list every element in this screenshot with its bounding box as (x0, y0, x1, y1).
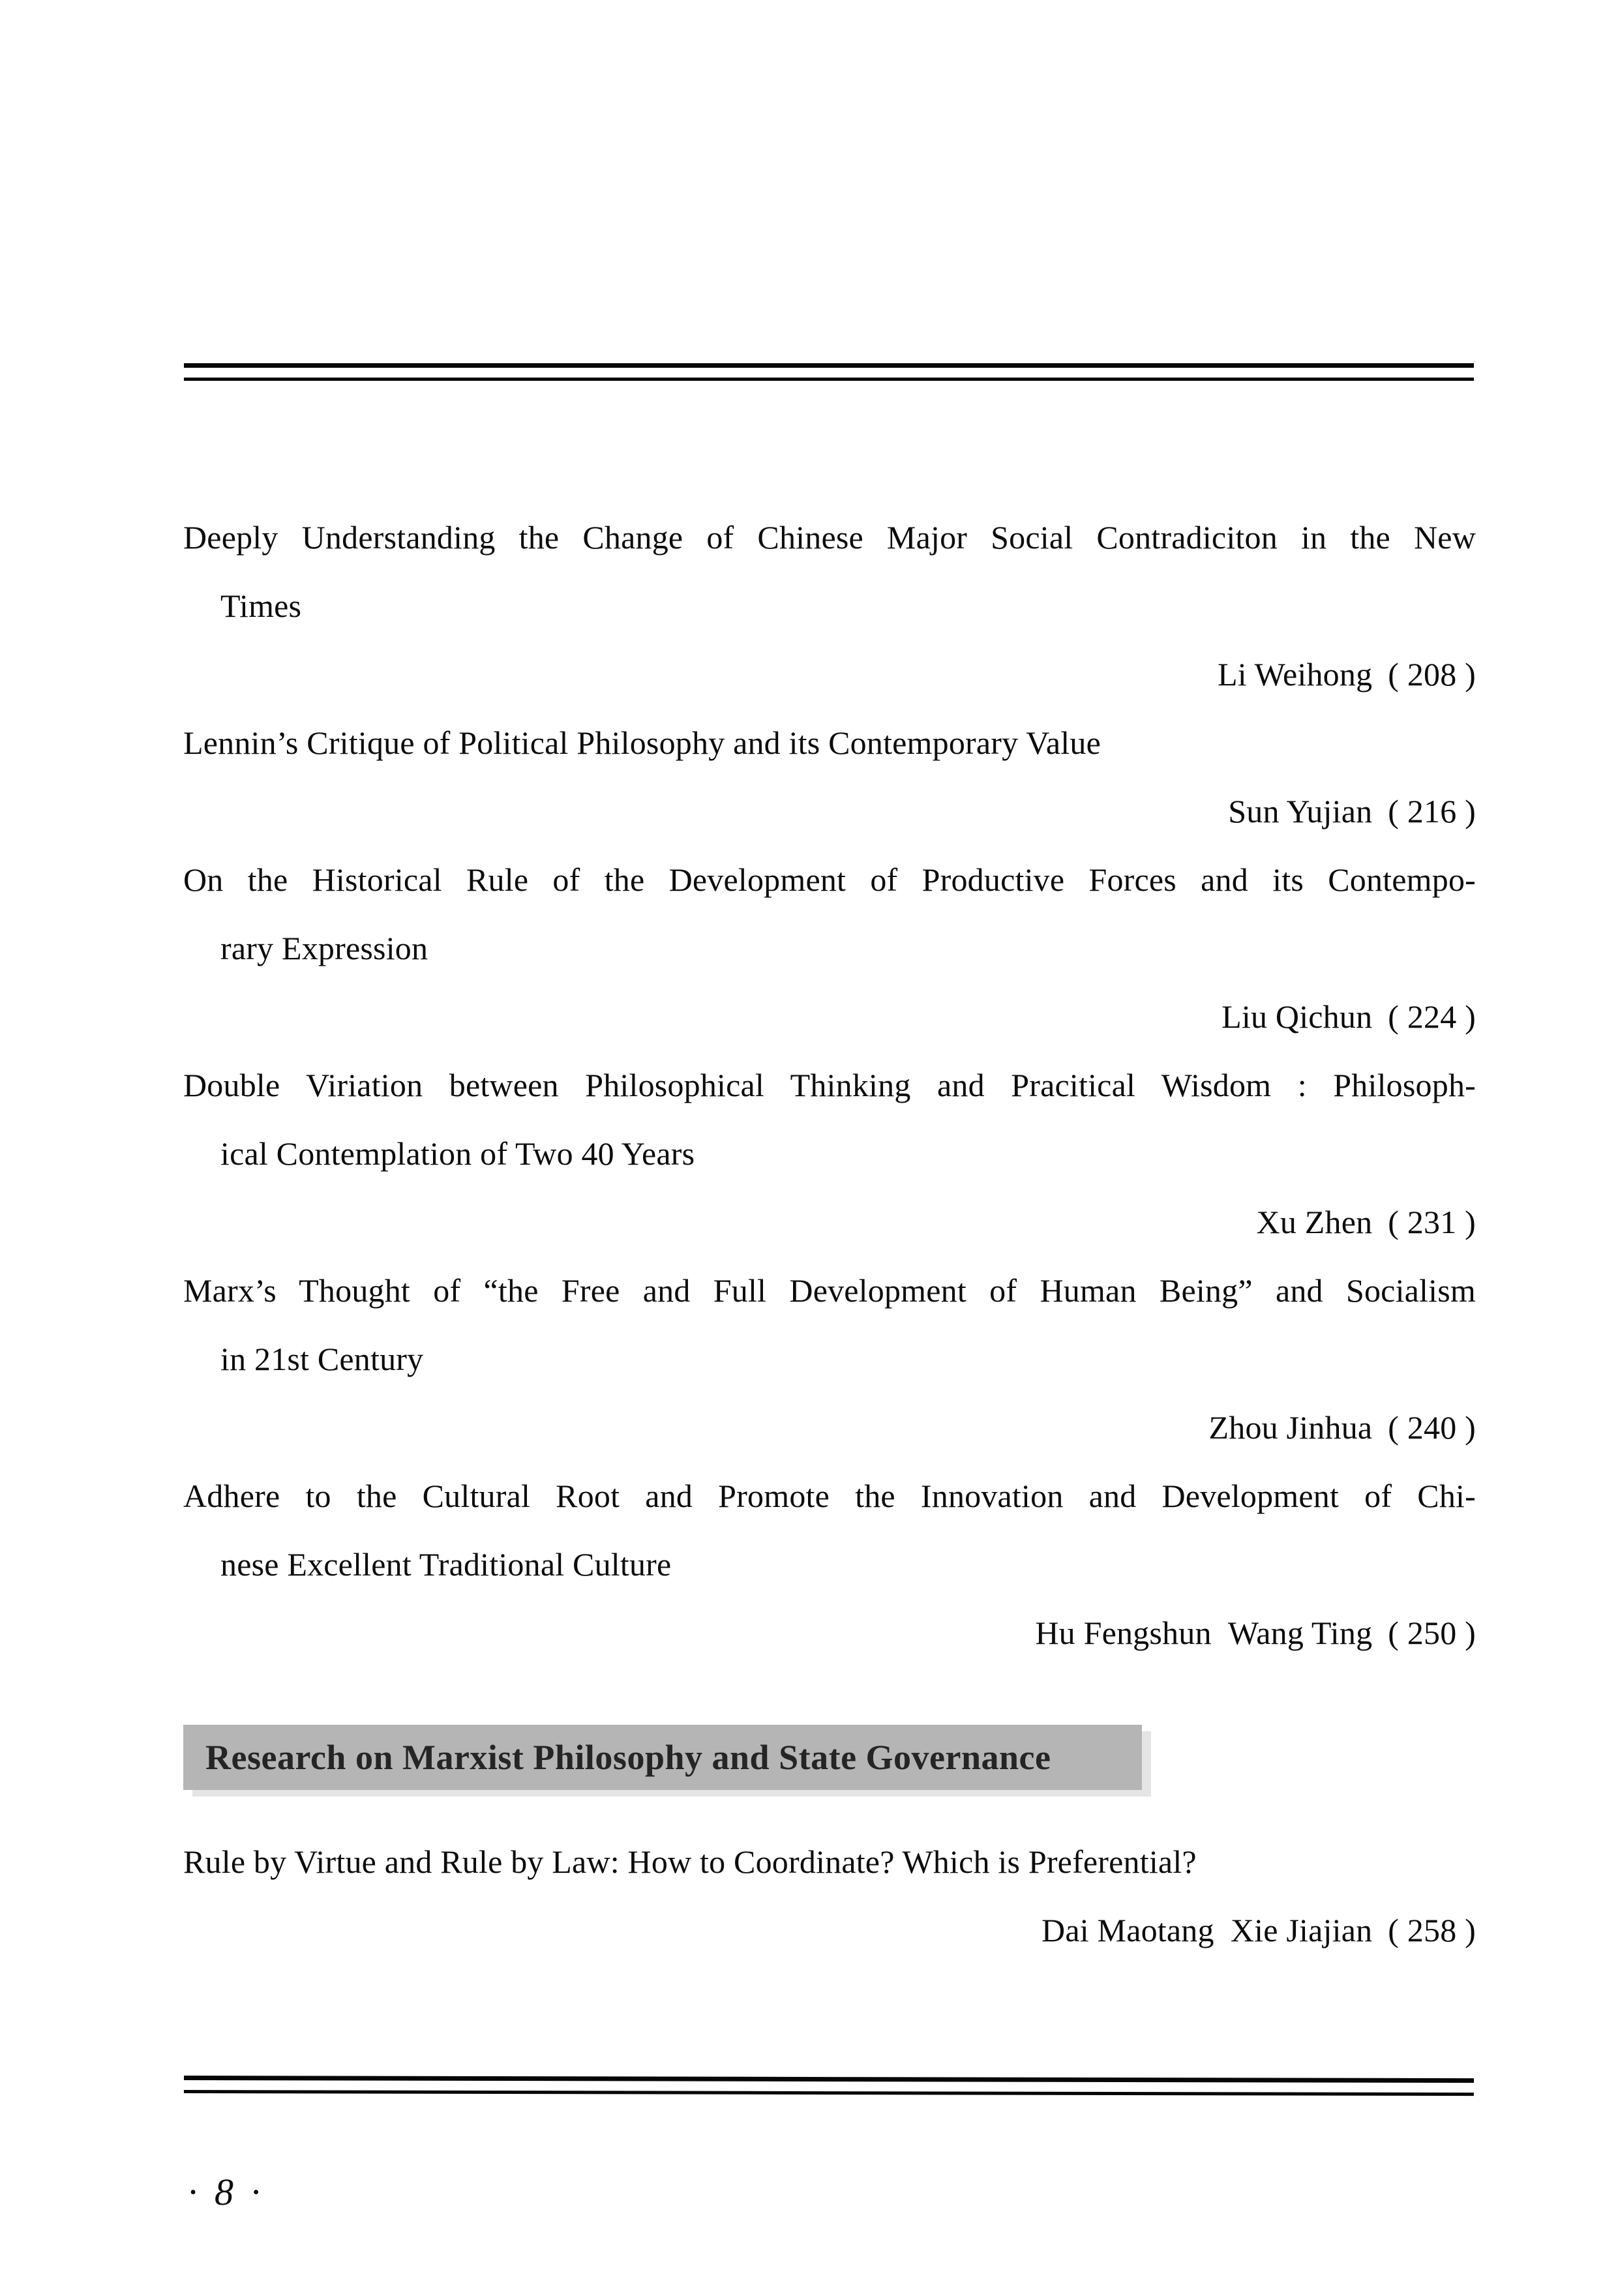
entry-title-line: ical Contemplation of Two 40 Years (220, 1135, 695, 1172)
toc-entry (183, 1828, 1476, 1965)
toc-entry (183, 1257, 1476, 1462)
entry-page-number: ( 216 ) (1388, 793, 1476, 829)
entry-title-line: rary Expression (220, 930, 428, 966)
entry-author-line (183, 640, 1476, 709)
section-header-label: Research on Marxist Philosophy and State Governance (205, 1738, 1051, 1777)
entry-page-number: ( 240 ) (1388, 1409, 1476, 1446)
bottom-double-rule (184, 2076, 1474, 2096)
entry-page-number: ( 231 ) (1388, 1204, 1476, 1240)
top-double-rule (184, 363, 1474, 381)
entry-authors: Li Weihong (1217, 656, 1373, 693)
entry-page-number: ( 224 ) (1388, 998, 1476, 1035)
entry-title-line: Double Viriation between Philosophical Thinking and Pracitical Wisdom : Philosoph- (183, 1067, 1476, 1103)
entry-page-number: ( 250 ) (1388, 1615, 1476, 1651)
entry-authors: Dai Maotang Xie Jiajian (1041, 1912, 1373, 1948)
entry-title-line: Times (220, 588, 302, 624)
entry-title-line: in 21st Century (220, 1341, 424, 1377)
entry-title-line: Marx’s Thought of “the Free and Full Development of Human Being” and Socialism (183, 1272, 1476, 1309)
entry-title-line: Lennin’s Critique of Political Philosophy and its Contemporary Value (183, 724, 1101, 761)
entry-author-line (183, 983, 1476, 1051)
toc-entry (183, 1462, 1476, 1667)
section-header-bar (183, 1725, 1142, 1790)
entry-title-line: Adhere to the Cultural Root and Promote the Innovation and Development of Chi- (183, 1478, 1476, 1514)
toc-entry (183, 846, 1476, 1051)
entry-authors: Zhou Jinhua (1208, 1409, 1373, 1446)
entry-page-number: ( 258 ) (1388, 1912, 1476, 1948)
entry-author-line (183, 777, 1476, 846)
entry-authors: Liu Qichun (1221, 998, 1373, 1035)
entry-author-line (183, 1394, 1476, 1462)
entry-author-line (183, 1896, 1476, 1965)
table-of-contents (183, 503, 1476, 1965)
entry-author-line (183, 1188, 1476, 1257)
page-number: · 8 · (188, 2171, 264, 2213)
entry-title-line: On the Historical Rule of the Development of Productive Forces and its Contempo- (183, 861, 1476, 898)
entry-authors: Xu Zhen (1256, 1204, 1373, 1240)
toc-entry (183, 709, 1476, 846)
toc-entry (183, 503, 1476, 709)
entry-title-line: Rule by Virtue and Rule by Law: How to Coordinate? Which is Preferential? (183, 1843, 1197, 1880)
entry-title-line: nese Excellent Traditional Culture (220, 1546, 672, 1583)
entry-authors: Sun Yujian (1228, 793, 1373, 829)
toc-entry (183, 1051, 1476, 1257)
entry-author-line (183, 1599, 1476, 1667)
entry-page-number: ( 208 ) (1388, 656, 1476, 693)
entry-title-line: Deeply Understanding the Change of Chinese Major Social Contradiciton in the New (183, 519, 1476, 556)
entry-authors: Hu Fengshun Wang Ting (1035, 1615, 1373, 1651)
